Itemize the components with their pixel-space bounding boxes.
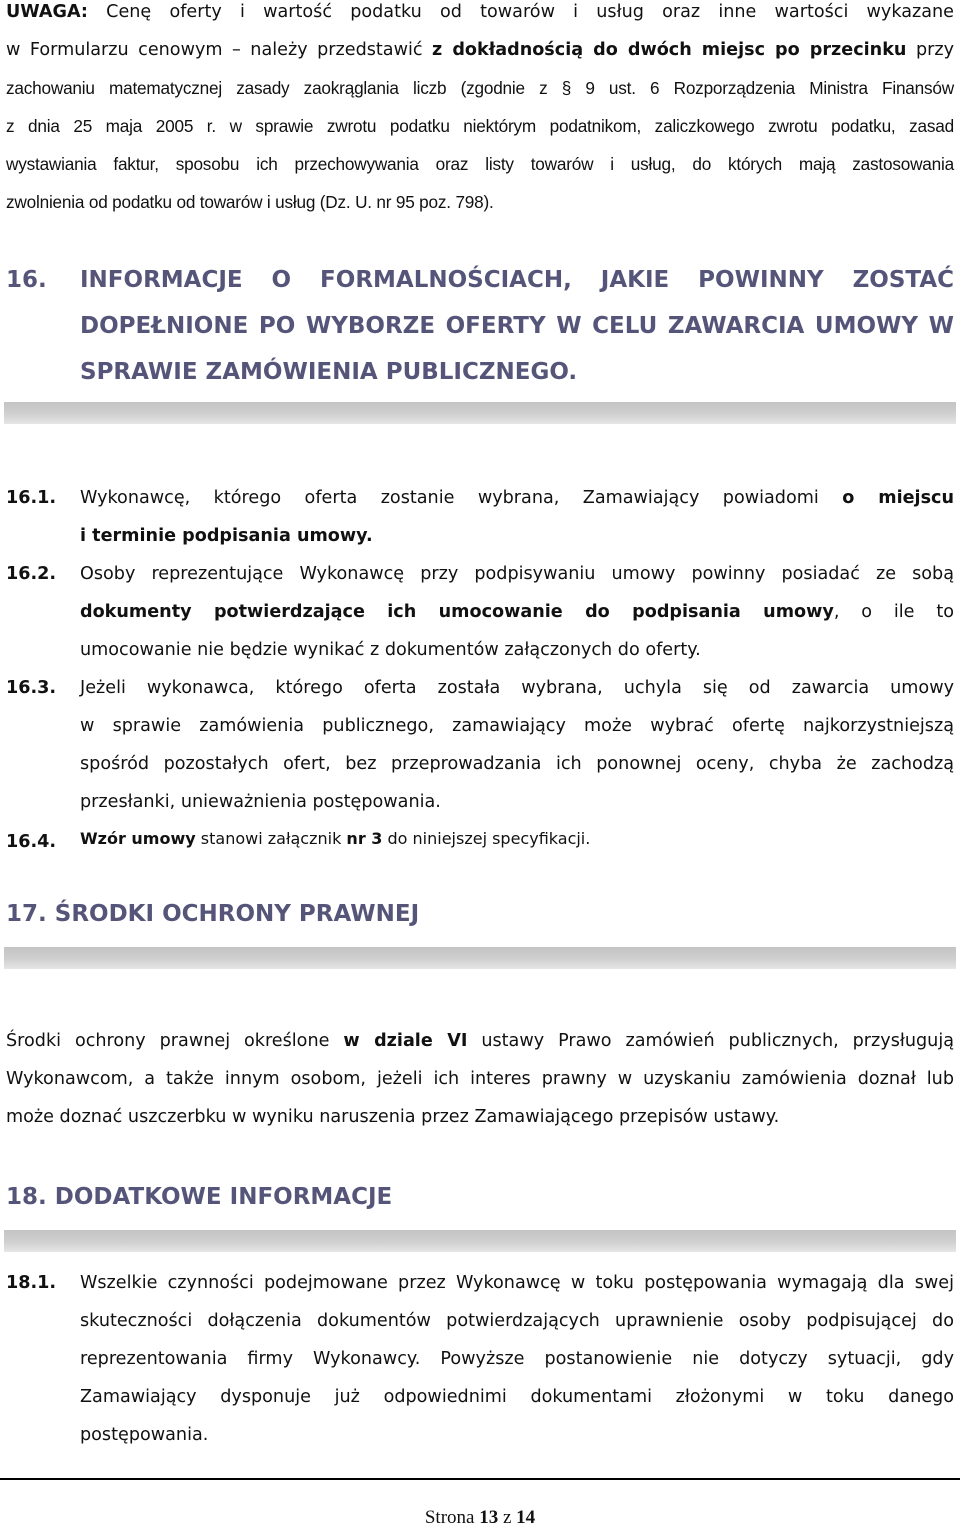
uwaga-bold-text: z dokładnością do dwóch miejsc po przecinku bbox=[432, 40, 907, 60]
item-number: 16.3. bbox=[6, 678, 57, 698]
uwaga-line-1 bbox=[6, 0, 954, 24]
section-divider-band bbox=[4, 1230, 956, 1252]
section-number: 16. bbox=[6, 267, 47, 293]
item-16-3-line-1: Jeżeli wykonawca, którego oferta została wybrana, uchyla się od zawarcia umowy bbox=[80, 678, 954, 698]
uwaga-text: w Formularzu cenowym – należy przedstawić bbox=[6, 40, 433, 60]
page-footer bbox=[0, 1506, 960, 1530]
uwaga-text: Cenę oferty i wartość podatku od towarów i usług oraz inne wartości wykazane bbox=[106, 2, 954, 22]
item-16-2-line-1: Osoby reprezentujące Wykonawcę przy podpisywaniu umowy powinny posiadać ze sobą bbox=[80, 564, 954, 584]
footer-rule bbox=[0, 1478, 960, 1480]
section-17-line-1 bbox=[6, 1029, 954, 1053]
uwaga-line-6: zwolnienia od podatku od towarów i usług (Dz. U. nr 95 poz. 798). bbox=[6, 192, 494, 212]
item-text: Wykonawcę, którego oferta zostanie wybrana, Zamawiający powiadomi bbox=[80, 488, 843, 508]
item-18-1-line-1: Wszelkie czynności podejmowane przez Wykonawcę w toku postępowania wymagają dla swej bbox=[80, 1273, 954, 1293]
item-number: 16.4. bbox=[6, 832, 57, 852]
item-text: stanowi załącznik bbox=[195, 829, 347, 848]
uwaga-line-3: zachowaniu matematycznej zasady zaokrąglania liczb (zgodnie z § 9 ust. 6 Rozporządzenia Ministra Finansów bbox=[6, 78, 954, 98]
item-18-1-line-2: skuteczności dołączenia dokumentów potwierdzających uprawnienie osoby podpisującej do bbox=[80, 1311, 954, 1331]
section-17-line-2: Wykonawcom, a także innym osobom, jeżeli ich interes prawny w uzyskaniu zamówienia doznał lub bbox=[6, 1069, 954, 1089]
uwaga-label: UWAGA: bbox=[6, 2, 88, 22]
item-text: do niniejszej specyfikacji. bbox=[382, 829, 591, 848]
item-16-4-line-1 bbox=[80, 827, 954, 851]
uwaga-line-4: z dnia 25 maja 2005 r. w sprawie zwrotu podatku niektórym podatnikom, zaliczkowego zwrotu podatku, zasad bbox=[6, 116, 954, 136]
item-16-3-line-3: spośród pozostałych ofert, bez przeprowadzania ich ponownej oceny, chyba że zachodzą bbox=[80, 754, 954, 774]
item-text: , o ile to bbox=[833, 602, 954, 622]
section-title-line-2: DOPEŁNIONE PO WYBORZE OFERTY W CELU ZAWARCIA UMOWY W bbox=[80, 313, 954, 339]
item-bold-text: dokumenty potwierdzające ich umocowanie do podpisania umowy bbox=[80, 602, 834, 622]
footer-current-page: 13 bbox=[479, 1507, 499, 1528]
item-bold-text: o miejscu bbox=[842, 488, 954, 508]
footer-total-pages: 14 bbox=[516, 1507, 536, 1528]
section-text: ustawy Prawo zamówień publicznych, przysługują bbox=[467, 1031, 954, 1051]
item-bold-text: nr 3 bbox=[346, 829, 383, 848]
section-number: 17. bbox=[6, 901, 47, 927]
section-title: DODATKOWE INFORMACJE bbox=[54, 1184, 393, 1210]
item-18-1-line-4: Zamawiający dysponuje już odpowiednimi dokumentami złożonymi w toku danego bbox=[80, 1387, 954, 1407]
section-title-line-1: INFORMACJE O FORMALNOŚCIACH, JAKIE POWINNY ZOSTAĆ bbox=[80, 267, 954, 293]
section-18-heading bbox=[6, 1182, 954, 1212]
item-16-3-line-2: w sprawie zamówienia publicznego, zamawiający może wybrać ofertę najkorzystniejszą bbox=[80, 716, 954, 736]
item-16-2-line-3: umocowanie nie będzie wynikać z dokumentów załączonych do oferty. bbox=[80, 640, 701, 660]
section-bold-text: w dziale VI bbox=[343, 1031, 468, 1051]
section-divider-band bbox=[4, 402, 956, 424]
section-17-line-3: może doznać uszczerbku w wyniku naruszenia przez Zamawiającego przepisów ustawy. bbox=[6, 1107, 780, 1127]
section-divider-band bbox=[4, 947, 956, 969]
uwaga-text: przy bbox=[906, 40, 954, 60]
section-title-line-3: SPRAWIE ZAMÓWIENIA PUBLICZNEGO. bbox=[80, 359, 578, 385]
item-16-3-line-4: przesłanki, unieważnienia postępowania. bbox=[80, 792, 441, 812]
item-number: 16.1. bbox=[6, 488, 57, 508]
uwaga-line-5: wystawiania faktur, sposobu ich przechowywania oraz listy towarów i usług, do których mają zastosowania bbox=[6, 154, 954, 174]
uwaga-line-2 bbox=[6, 38, 954, 62]
item-number: 18.1. bbox=[6, 1273, 57, 1293]
item-bold-text: Wzór umowy bbox=[80, 829, 196, 848]
section-number: 18. bbox=[6, 1184, 47, 1210]
item-16-1-line-1 bbox=[80, 486, 954, 510]
footer-prefix: Strona bbox=[424, 1507, 480, 1528]
item-18-1-line-3: reprezentowania firmy Wykonawcy. Powyższe postanowienie nie dotyczy sytuacji, gdy bbox=[80, 1349, 954, 1369]
footer-separator: z bbox=[498, 1507, 517, 1528]
item-number: 16.2. bbox=[6, 564, 57, 584]
section-title: ŚRODKI OCHRONY PRAWNEJ bbox=[54, 901, 420, 927]
item-16-1-line-2: i terminie podpisania umowy. bbox=[80, 526, 373, 546]
item-18-1-line-5: postępowania. bbox=[80, 1425, 209, 1445]
section-text: Środki ochrony prawnej określone bbox=[6, 1031, 344, 1051]
section-17-heading bbox=[6, 899, 954, 929]
item-16-2-line-2 bbox=[80, 600, 954, 624]
